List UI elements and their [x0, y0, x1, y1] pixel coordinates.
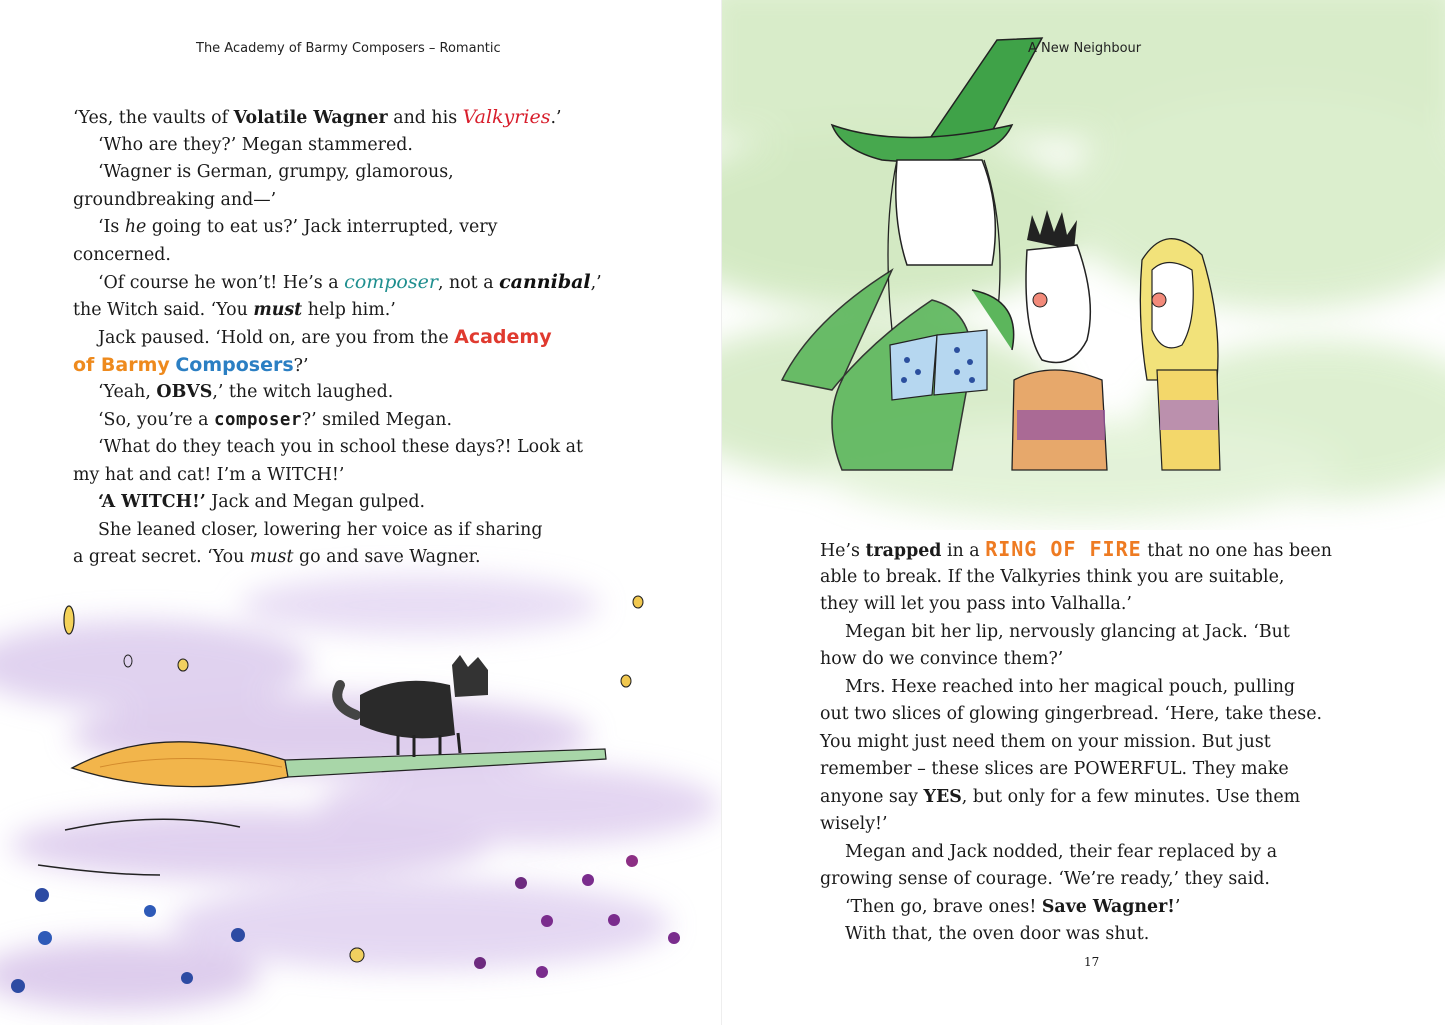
- bold-run: trapped: [865, 541, 942, 561]
- text-line: [73, 214, 602, 242]
- text-line: ‘What do they teach you in school these days?! Look at: [98, 437, 584, 457]
- text-run: ‘Is: [98, 217, 125, 237]
- text-run: ‘Then go, brave ones!: [845, 896, 1042, 917]
- text-run: He’s: [820, 541, 866, 561]
- page-number: 17: [1084, 955, 1100, 969]
- text-run: Jack paused. ‘Hold on, are you from the: [98, 328, 455, 348]
- text-line: wisely!’: [820, 814, 888, 834]
- text-line: With that, the oven door was shut.: [845, 924, 1150, 944]
- text-run: going to eat us?’ Jack interrupted, very: [146, 217, 498, 237]
- text-line: ‘Wagner is German, grumpy, glamorous,: [98, 162, 454, 182]
- italic-run: must: [249, 547, 294, 567]
- witch-and-children-illustration: [722, 0, 1445, 530]
- text-line: concerned.: [73, 244, 171, 265]
- text-line: [73, 352, 602, 380]
- text-run: ?’: [293, 355, 309, 376]
- text-line: remember – these slices are POWERFUL. They make: [820, 759, 1289, 779]
- ring-of-fire-word: RING OF FIRE: [985, 537, 1142, 561]
- text-line: [820, 536, 1332, 564]
- text-run: in a: [941, 541, 986, 561]
- text-run: help him.’: [302, 299, 396, 320]
- text-run: ‘Of course he won’t! He’s a: [98, 273, 345, 293]
- text-line: out two slices of glowing gingerbread. ‘Here, take these.: [820, 704, 1323, 724]
- text-run: the Witch said. ‘You: [73, 299, 254, 320]
- text-line: Megan and Jack nodded, their fear replaced by a: [845, 841, 1278, 862]
- text-run: ’: [1174, 896, 1181, 917]
- text-run: ‘Yeah,: [98, 382, 157, 402]
- text-run: a great secret. ‘You: [73, 547, 250, 567]
- text-line: [820, 784, 1332, 812]
- text-run: anyone say: [820, 786, 924, 807]
- witch-cat-broom-illustration: [0, 545, 722, 1025]
- text-run: go and save Wagner.: [293, 547, 481, 567]
- text-line: ‘Who are they?’ Megan stammered.: [98, 134, 413, 155]
- text-run: and his: [387, 108, 463, 128]
- text-run: ‘So, you’re a: [98, 409, 215, 430]
- lavender-wash: [0, 575, 720, 1010]
- bold-run: ‘A WITCH!’: [98, 492, 206, 512]
- italic-run: he: [124, 217, 147, 237]
- text-run: Jack and Megan gulped.: [205, 492, 425, 512]
- text-line: [73, 489, 602, 517]
- text-run: .’: [550, 108, 562, 128]
- text-line: how do we convince them?’: [820, 649, 1064, 669]
- text-run: , but only for a few minutes. Use them: [961, 786, 1301, 807]
- composer-mono-word: composer: [214, 409, 302, 430]
- composers-word: Composers: [175, 353, 294, 376]
- running-head: The Academy of Barmy Composers – Romantic: [196, 41, 501, 56]
- bold-run: Save Wagner!: [1041, 896, 1175, 917]
- text-line: She leaned closer, lowering her voice as if sharing: [98, 519, 543, 540]
- text-line: Megan bit her lip, nervously glancing at Jack. ‘But: [845, 621, 1290, 642]
- text-line: [73, 324, 602, 352]
- text-line: [73, 269, 602, 297]
- emphasis-run: must: [253, 299, 303, 320]
- left-page: [0, 0, 722, 1025]
- text-line: my hat and cat! I’m a WITCH!’: [73, 464, 345, 485]
- text-line: [73, 407, 602, 435]
- text-line: groundbreaking and—’: [73, 189, 277, 210]
- text-line: [73, 297, 602, 325]
- text-run: ‘Yes, the vaults of: [73, 108, 234, 128]
- text-line: able to break. If the Valkyries think you are suitable,: [820, 566, 1285, 587]
- right-page: [722, 0, 1445, 1025]
- text-line: they will let you pass into Valhalla.’: [820, 594, 1132, 614]
- text-run: that no one has been: [1141, 541, 1332, 561]
- text-line: [820, 894, 1332, 922]
- text-line: [73, 104, 602, 132]
- text-run: ?’ smiled Megan.: [301, 409, 452, 430]
- text-line: You might just need them on your mission. But just: [820, 731, 1271, 752]
- cannibal-word: cannibal: [499, 271, 591, 293]
- text-line: growing sense of courage. ‘We’re ready,’ they said.: [820, 869, 1270, 889]
- text-run: , not a: [437, 273, 500, 293]
- running-head: A New Neighbour: [1028, 41, 1142, 56]
- text-run: ,’: [590, 273, 602, 293]
- composer-word: composer: [344, 271, 438, 293]
- of-barmy-words: of Barmy: [73, 353, 170, 376]
- bold-run: YES: [923, 786, 962, 807]
- bold-run: Volatile Wagner: [233, 108, 388, 128]
- text-line: [73, 379, 602, 407]
- text-line: [73, 544, 602, 572]
- valkyries-word: Valkyries: [462, 106, 551, 128]
- text-run: ,’ the witch laughed.: [212, 382, 394, 402]
- bold-run: OBVS: [156, 382, 213, 402]
- right-body-text: [820, 536, 1332, 949]
- text-line: Mrs. Hexe reached into her magical pouch, pulling: [845, 676, 1296, 697]
- academy-word: Academy: [454, 326, 552, 348]
- left-body-text: [73, 104, 602, 572]
